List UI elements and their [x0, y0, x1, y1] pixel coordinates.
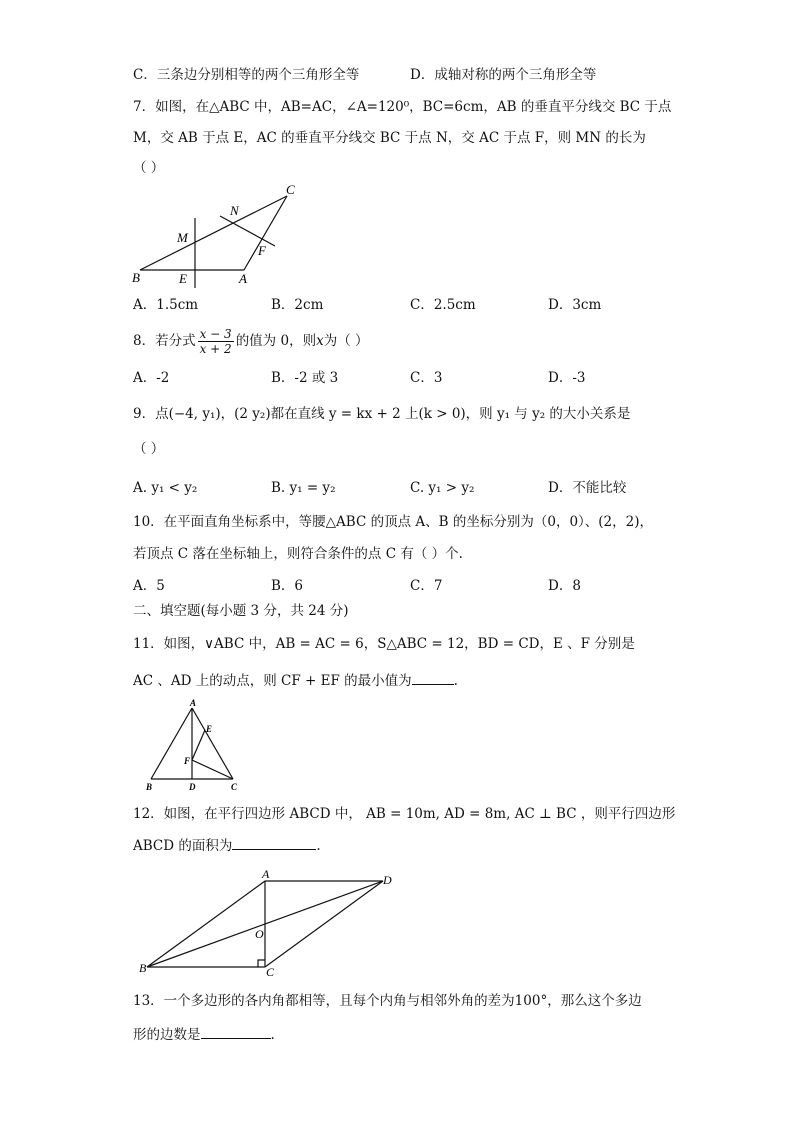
q12-line-2-end: . [316, 838, 321, 854]
q7-label-b: B [132, 270, 140, 285]
q12-figure [137, 866, 399, 980]
q9-option-c: C. y₁ > y₂ [410, 480, 475, 496]
q7-label-c: C [286, 182, 295, 197]
q8-option-d: D．-3 [548, 370, 586, 386]
q9-option-b: B. y₁ = y₂ [271, 480, 336, 496]
q11-segment-ab [151, 708, 192, 779]
q8-suffix-a: 的值为 0，则 [235, 333, 317, 349]
q7-label-f: F [258, 243, 266, 258]
q10-option-d: D．8 [548, 578, 581, 594]
q10-option-b: B．6 [271, 578, 304, 594]
q13-line-2-end: . [270, 1027, 275, 1043]
q12-label-a: A [262, 867, 270, 881]
q7-line-1: 7．如图，在△ABC 中，AB=AC，∠A=120⁰，BC=6cm，AB 的垂直平分线交 BC 于点 [133, 99, 672, 115]
q9-line-1: 9．点(−4, y₁)，(2 y₂)都在直线 y = kx + 2 上(k > 0)，则 y₁ 与 y₂ 的大小关系是 [133, 406, 631, 422]
q8-variable: x [316, 333, 324, 349]
q8-numerator: x − 3 [199, 327, 232, 341]
q11-label-a: A [190, 698, 197, 708]
q12-right-angle-mark [258, 960, 265, 967]
q12-segment-ba [147, 881, 265, 967]
q8-prefix: 8．若分式 [133, 333, 196, 349]
q11-line-1: 11．如图，∨ABC 中，AB = AC = 6，S△ABC = 12，BD = CD，E 、F 分别是 [133, 636, 635, 652]
q12-label-b: B [139, 961, 147, 975]
q10-option-a: A．5 [133, 578, 165, 594]
q11-line-2 [133, 670, 458, 691]
q12-line-1: 12．如图，在平行四边形 ABCD 中， AB = 10m, AD = 8m, AC ⊥ BC ，则平行四边形 [133, 806, 676, 822]
q13-line-2-text: 形的边数是 [133, 1027, 201, 1043]
q7-line-2: M，交 AB 于点 E，AC 的垂直平分线交 BC 于点 N，交 AC 于点 F，则 MN 的长为 [133, 130, 646, 146]
q12-label-c: C [266, 965, 275, 979]
q7-option-a: A．1.5cm [133, 297, 199, 313]
q11-line-2-text: AC 、AD 上的动点，则 CF + EF 的最小值为 [133, 673, 412, 689]
q11-answer-blank [412, 670, 454, 685]
q10-line-1: 10．在平面直角坐标系中，等腰△ABC 的顶点 A、B 的坐标分别为（0，0）、(2，2)， [133, 514, 653, 530]
q7-label-m: M [177, 230, 188, 245]
q9-option-a: A. y₁ < y₂ [133, 480, 198, 496]
q8-option-c: C．3 [410, 370, 443, 386]
section-2-heading: 二、填空题(每小题 3 分，共 24 分) [133, 603, 349, 619]
q9-option-d: D．不能比较 [548, 480, 627, 496]
q7-label-e: E [179, 271, 187, 286]
q12-line-2-text: ABCD 的面积为 [133, 838, 233, 854]
q13-answer-blank [201, 1024, 271, 1039]
q11-label-f: F [184, 756, 191, 766]
q11-segment-fe [192, 730, 205, 760]
q8-option-a: A．-2 [133, 370, 170, 386]
q8-option-b: B．-2 或 3 [271, 370, 339, 386]
q12-label-d: D [383, 873, 392, 887]
q11-label-c: C [231, 782, 238, 792]
q7-line-3: （ ） [133, 160, 165, 176]
q8-denominator: x + 2 [199, 342, 232, 356]
q7-figure [128, 182, 303, 290]
q7-option-b: B．2cm [271, 297, 324, 313]
q6-option-d: D．成轴对称的两个三角形全等 [410, 67, 597, 83]
q8-fraction [198, 327, 234, 356]
q13-line-2 [133, 1024, 275, 1045]
q7-option-c: C．2.5cm [410, 297, 476, 313]
q11-figure [143, 698, 243, 794]
q12-answer-blank [232, 835, 316, 850]
q12-label-o: O [255, 927, 264, 941]
q12-line-2 [133, 835, 321, 856]
q7-label-a: A [239, 271, 247, 286]
q7-option-d: D．3cm [548, 297, 602, 313]
q11-label-b: B [146, 782, 153, 792]
q12-segment-cd [265, 881, 383, 967]
q7-label-n: N [230, 203, 239, 218]
q11-segment-ac [192, 708, 233, 779]
q8-suffix-b: 为（ ） [323, 333, 369, 349]
q8-stem [133, 323, 369, 359]
q9-line-2: （ ） [133, 441, 165, 457]
q6-option-c: C．三条边分别相等的两个三角形全等 [133, 67, 360, 83]
q11-line-2-end: . [453, 673, 458, 689]
q10-option-c: C．7 [410, 578, 443, 594]
q11-label-e: E [206, 724, 213, 734]
q11-label-d: D [189, 782, 196, 792]
q13-line-1: 13．一个多边形的各内角都相等，且每个内角与相邻外角的差为100°，那么这个多边 [133, 993, 642, 1009]
q10-line-2: 若顶点 C 落在坐标轴上，则符合条件的点 C 有（ ）个. [133, 546, 463, 562]
